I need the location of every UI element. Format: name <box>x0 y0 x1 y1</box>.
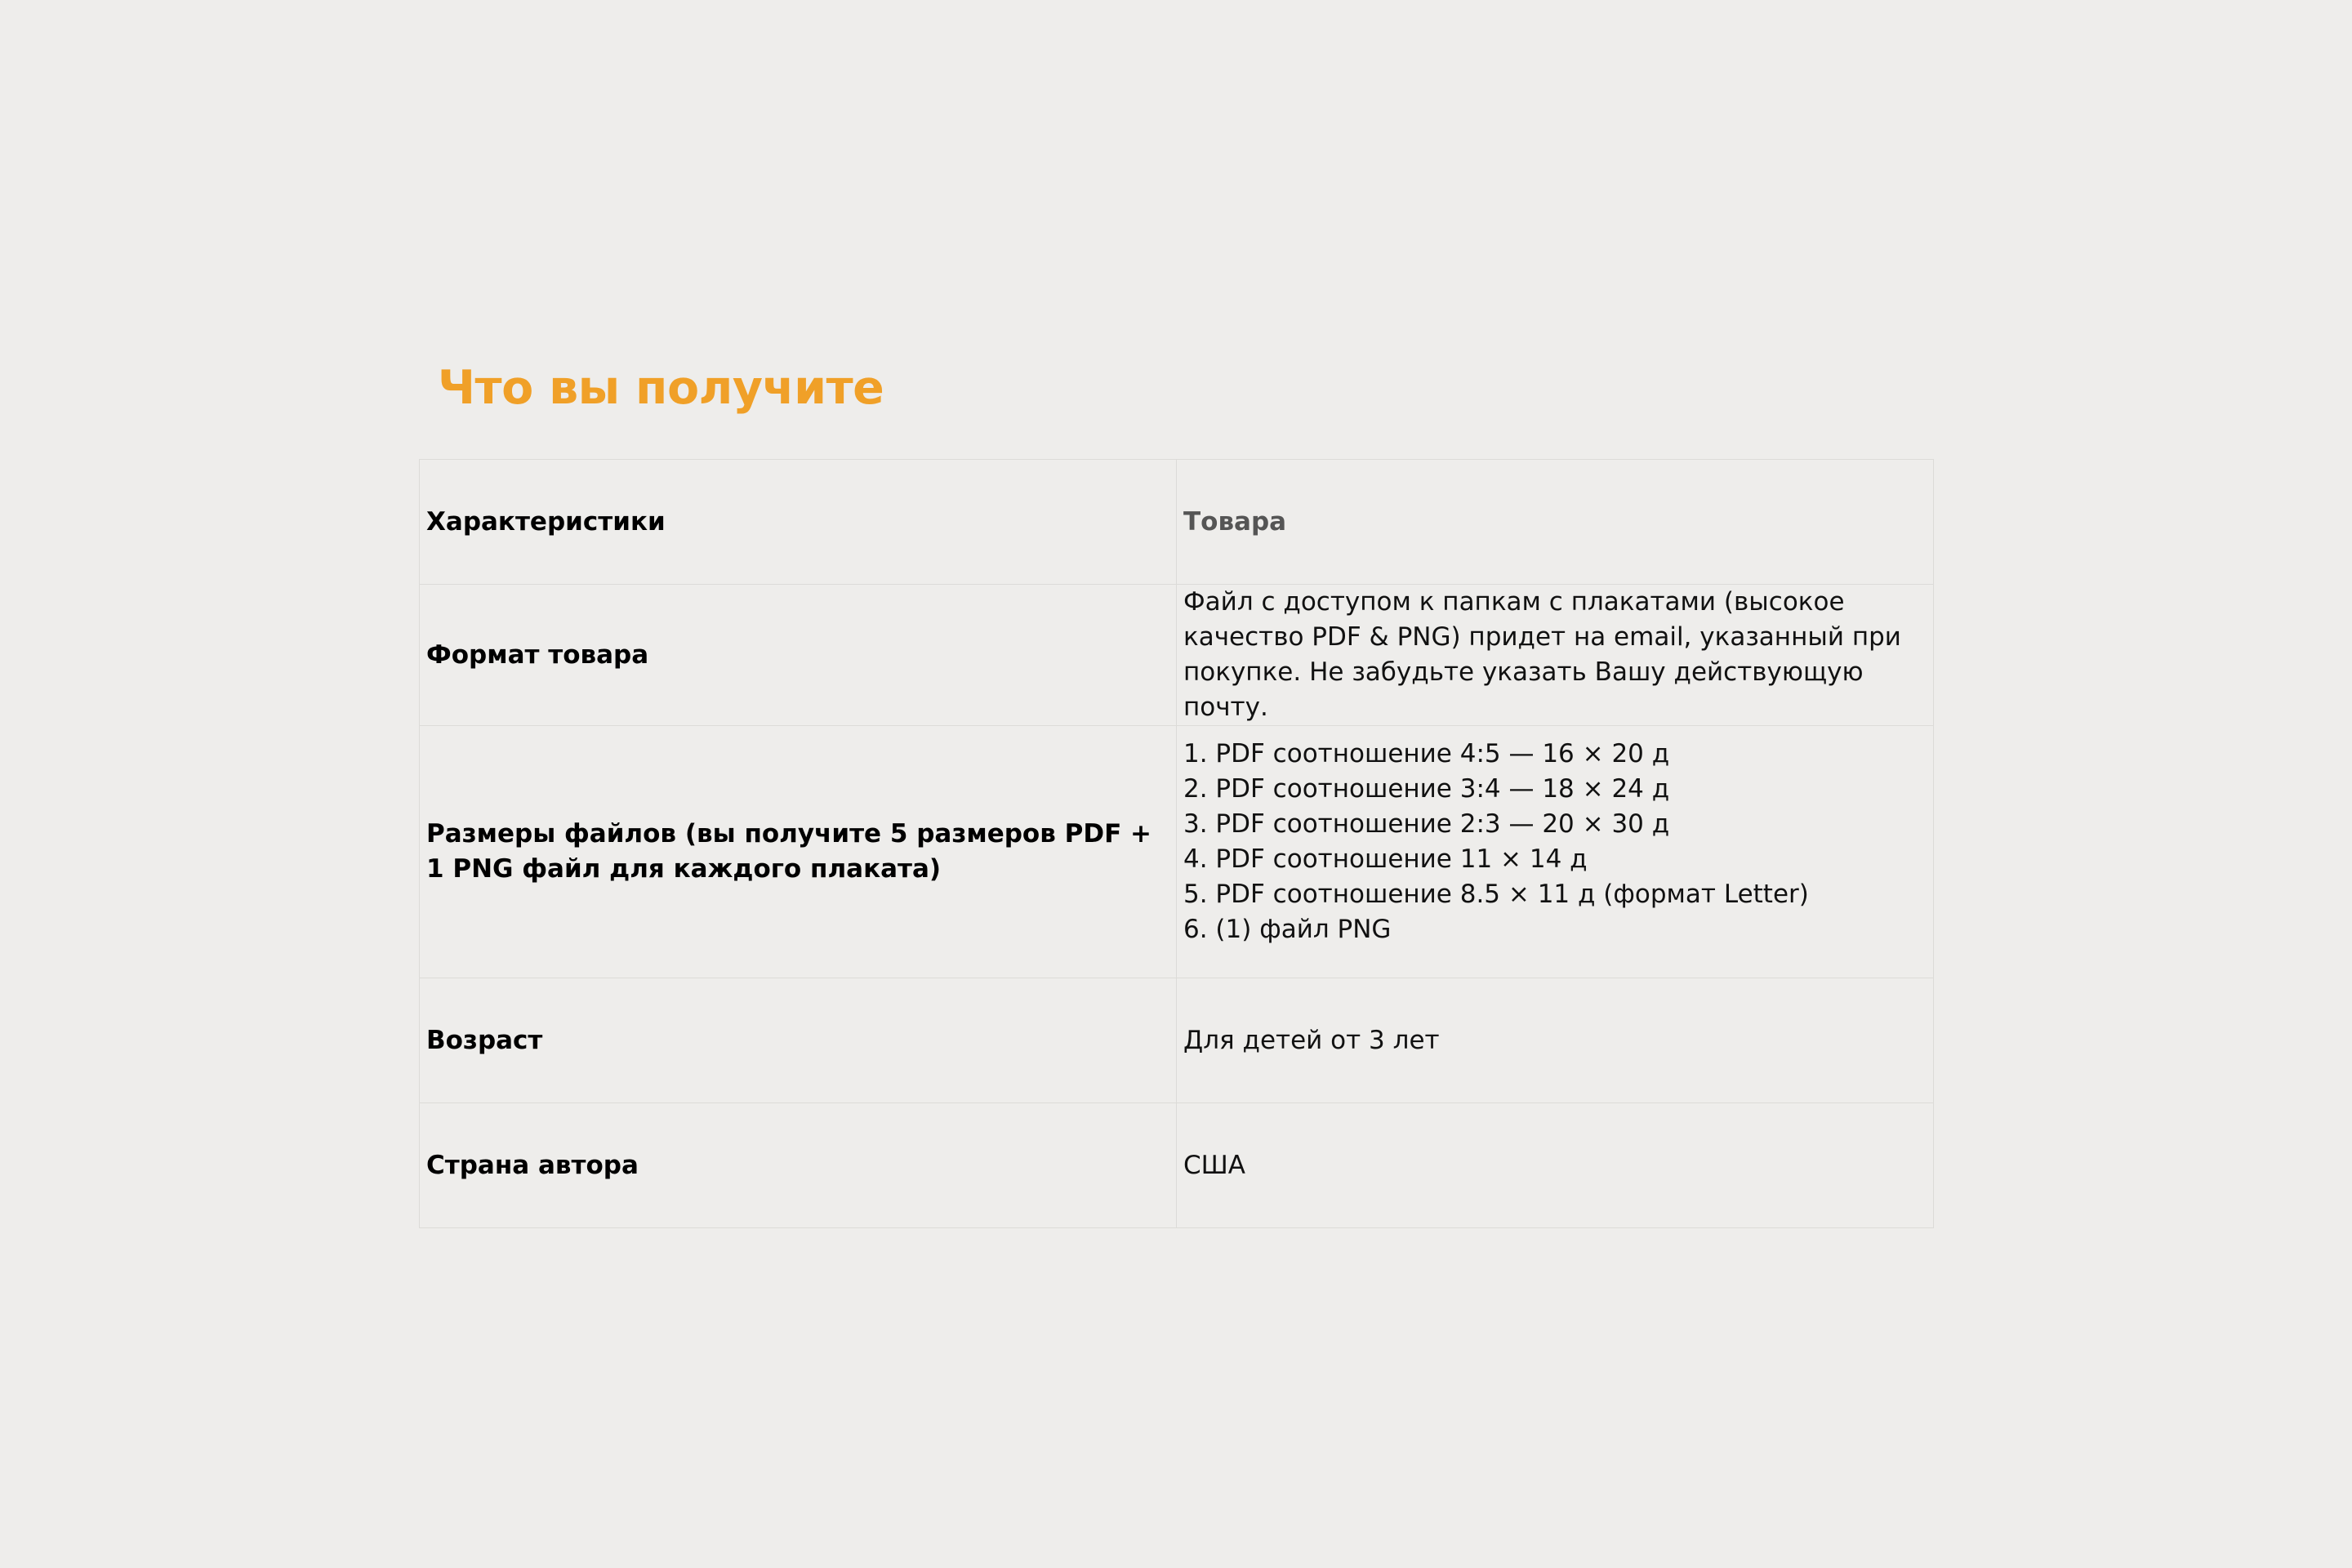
row-value-country: США <box>1177 1103 1934 1228</box>
table-header-row <box>420 460 1934 585</box>
file-size-item: 3. PDF соотношение 2:3 — 20 × 30 д <box>1183 809 1670 839</box>
file-size-item: 2. PDF соотношение 3:4 — 18 × 24 д <box>1183 774 1670 804</box>
row-key-file-sizes: Размеры файлов (вы получите 5 размеров PDF + 1 PNG файл для каждого плаката) <box>420 726 1177 978</box>
what-you-get-section <box>419 343 1934 1228</box>
row-value-age: Для детей от 3 лет <box>1177 978 1934 1103</box>
header-key-cell: Характеристики <box>420 460 1177 585</box>
file-size-item: 6. (1) файл PNG <box>1183 915 1392 944</box>
file-sizes-list <box>1183 737 1927 947</box>
table-row-age <box>420 978 1934 1103</box>
specs-table <box>419 459 1934 1228</box>
row-key-country: Страна автора <box>420 1103 1177 1228</box>
row-key-age: Возраст <box>420 978 1177 1103</box>
row-value-format: Файл с доступом к папкам с плакатами (высокое качество PDF & PNG) придет на email, указанный при покупке. Не забудьте указать Вашу действующую почту. <box>1177 585 1934 726</box>
table-row-file-sizes <box>420 726 1934 978</box>
row-value-file-sizes <box>1177 726 1934 978</box>
table-row-country <box>420 1103 1934 1228</box>
file-size-item: 4. PDF соотношение 11 × 14 д <box>1183 844 1588 874</box>
file-size-item: 1. PDF соотношение 4:5 — 16 × 20 д <box>1183 739 1670 768</box>
section-title: Что вы получите <box>438 361 884 415</box>
file-size-item: 5. PDF соотношение 8.5 × 11 д (формат Letter) <box>1183 880 1809 909</box>
table-row-format <box>420 585 1934 726</box>
row-key-format: Формат товара <box>420 585 1177 726</box>
header-value-cell: Товара <box>1177 460 1934 585</box>
